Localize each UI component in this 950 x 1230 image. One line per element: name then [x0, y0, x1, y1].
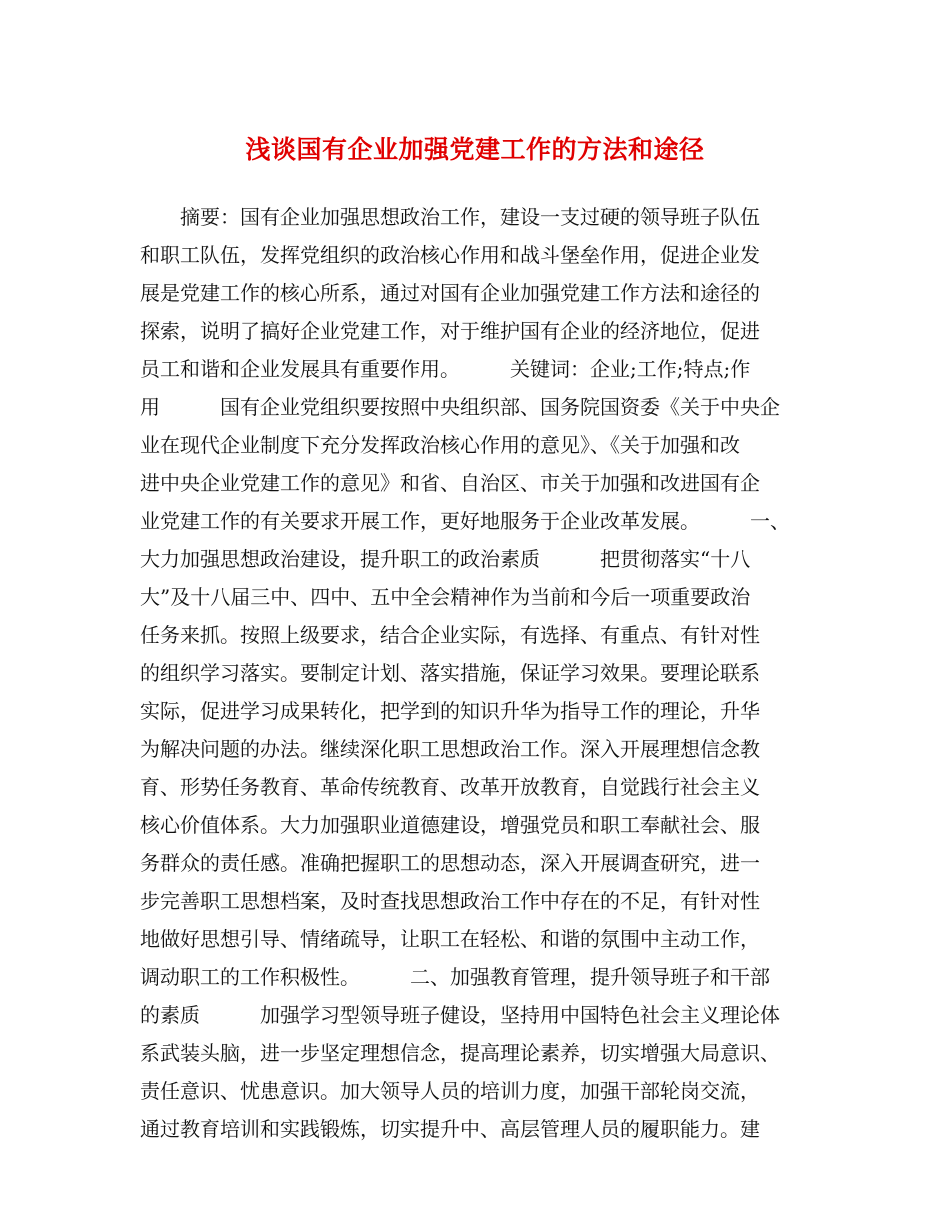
body-line: 业在现代企业制度下充分发挥政治核心作用的意见》、《关于加强和改: [140, 433, 740, 457]
body-line: 核心价值体系。大力加强职业道德建设，增强党员和职工奉献社会、服: [140, 813, 760, 837]
body-line: 务群众的责任感。准确把握职工的思想动态，深入开展调查研究，进一: [140, 851, 760, 875]
body-line: 大力加强思想政治建设，提升职工的政治素质 把贯彻落实“十八: [140, 547, 751, 571]
body-line: 责任意识、忧患意识。加大领导人员的培训力度，加强干部轮岗交流，: [140, 1079, 760, 1103]
body-line: 大”及十八届三中、四中、五中全会精神作为当前和今后一项重要政治: [140, 585, 751, 609]
body-line: 实际，促进学习成果转化，把学到的知识升华为指导工作的理论，升华: [140, 699, 760, 723]
body-line: 调动职工的工作积极性。 二、加强教育管理，提升领导班子和干部: [140, 965, 770, 989]
body-line: 地做好思想引导、情绪疏导，让职工在轻松、和谐的氛围中主动工作，: [140, 927, 760, 951]
body-line: 用 国有企业党组织要按照中央组织部、国务院国资委《关于中央企: [140, 395, 780, 419]
body-line: 展是党建工作的核心所系，通过对国有企业加强党建工作方法和途径的: [140, 281, 760, 305]
body-line: 通过教育培训和实践锻炼，切实提升中、高层管理人员的履职能力。建: [140, 1117, 760, 1141]
body-line: 系武装头脑，进一步坚定理想信念，提高理论素养，切实增强大局意识、: [140, 1041, 780, 1065]
body-line: 员工和谐和企业发展具有重要作用。 关键词：企业;工作;特点;作: [140, 357, 751, 381]
document-body: [140, 198, 820, 1148]
body-line: 育、形势任务教育、革命传统教育、改革开放教育，自觉践行社会主义: [140, 775, 760, 799]
body-line: 的素质 加强学习型领导班子健设，坚持用中国特色社会主义理论体: [140, 1003, 780, 1027]
body-line: 的组织学习落实。要制定计划、落实措施，保证学习效果。要理论联系: [140, 661, 760, 685]
document-title: 浅谈国有企业加强党建工作的方法和途径: [245, 135, 705, 164]
body-line: 为解决问题的办法。继续深化职工思想政治工作。深入开展理想信念教: [140, 737, 760, 761]
body-line: 和职工队伍，发挥党组织的政治核心作用和战斗堡垒作用，促进企业发: [140, 243, 760, 267]
body-line: 进中央企业党建工作的意见》和省、自治区、市关于加强和改进国有企: [140, 471, 760, 495]
body-line: 任务来抓。按照上级要求，结合企业实际，有选择、有重点、有针对性: [140, 623, 760, 647]
body-line: 步完善职工思想档案，及时查找思想政治工作中存在的不足，有针对性: [140, 889, 760, 913]
body-line: 业党建工作的有关要求开展工作，更好地服务于企业改革发展。 一、: [140, 509, 790, 533]
body-line: 摘要：国有企业加强思想政治工作，建设一支过硬的领导班子队伍: [180, 205, 760, 229]
body-line: 探索，说明了搞好企业党建工作，对于维护国有企业的经济地位，促进: [140, 319, 760, 343]
